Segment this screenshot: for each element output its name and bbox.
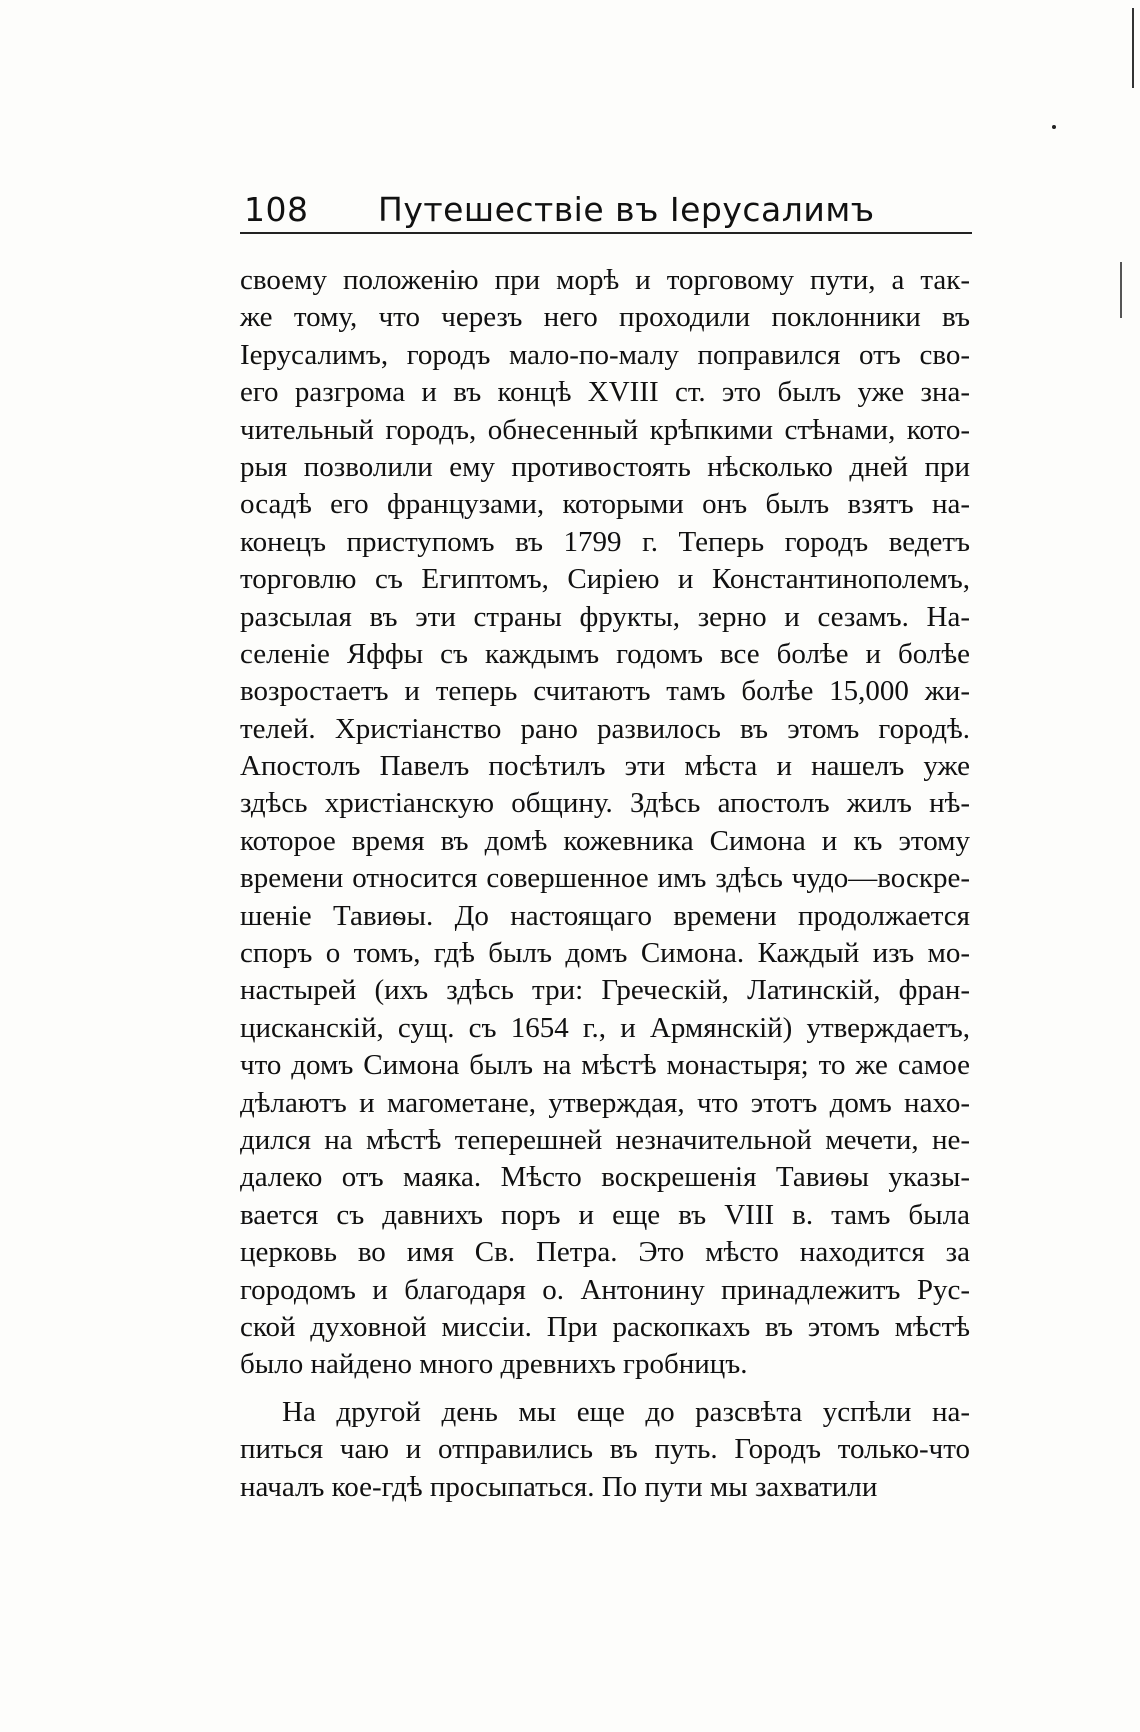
text-line: селеніе Яффы съ каждымъ годомъ все болѣе и болѣе [240, 637, 970, 670]
text-line: шеніе Тавиѳы. До настоящаго времени продолжается [240, 899, 970, 932]
text-line: которое время въ домѣ кожевника Симона и къ этому [240, 824, 970, 857]
text-line: На другой день мы еще до разсвѣта успѣли на- [282, 1395, 970, 1428]
text-line: чительный городъ, обнесенный крѣпкими стѣнами, кото- [240, 413, 970, 446]
text-line: телей. Христіанство рано развилось въ этомъ городѣ. [240, 712, 970, 745]
text-line: же тому, что черезъ него проходили поклонники въ [240, 301, 970, 334]
text-line: ской духовной миссіи. При раскопкахъ въ этомъ мѣстѣ [240, 1310, 970, 1343]
text-line: началъ кое-гдѣ просыпаться. По пути мы захватили [240, 1470, 878, 1503]
text-line: времени относится совершенное имъ здѣсь чудо—воскре- [240, 862, 970, 895]
text-line: конецъ приступомъ въ 1799 г. Теперь городъ ведетъ [240, 525, 970, 558]
header-rule [240, 232, 972, 234]
paragraph [240, 1394, 970, 1506]
text-line: городомъ и благодаря о. Антонину принадлежитъ Рус- [240, 1273, 970, 1306]
text-line: Апостолъ Павелъ посѣтилъ эти мѣста и нашелъ уже [240, 750, 970, 783]
text-line: дѣлаютъ и магометане, утверждая, что этотъ домъ нахо- [240, 1086, 970, 1119]
paragraph-gap [240, 1384, 970, 1394]
text-line: было найдено много древнихъ гробницъ. [240, 1348, 748, 1381]
text-line: церковь во имя Св. Петра. Это мѣсто находится за [240, 1236, 970, 1269]
text-line: что домъ Симона былъ на мѣстѣ монастыря; то же самое [240, 1049, 970, 1082]
scan-speck [1052, 125, 1056, 129]
text-line: споръ о томъ, гдѣ былъ домъ Симона. Каждый изъ мо- [240, 937, 970, 970]
text-line: здѣсь христіанскую общину. Здѣсь апостолъ жилъ нѣ- [240, 787, 970, 820]
text-line: Іерусалимъ, городъ мало-по-малу поправился отъ сво- [240, 338, 970, 371]
text-line: рыя позволили ему противостоять нѣсколько дней при [240, 450, 970, 483]
page-number: 108 [244, 190, 309, 229]
page-header [240, 182, 972, 234]
text-line: возростаетъ и теперь считаютъ тамъ болѣе 15,000 жи- [240, 675, 970, 708]
text-line: настырей (ихъ здѣсь три: Греческій, Латинскій, фран- [240, 974, 970, 1007]
paragraph [240, 262, 970, 1384]
text-line: осадѣ его французами, которыми онъ былъ взятъ на- [240, 488, 970, 521]
text-line: питься чаю и отправились въ путь. Городъ только-что [240, 1433, 970, 1466]
body-text [240, 262, 970, 1506]
text-line: дился на мѣстѣ теперешней незначительной мечети, не- [240, 1123, 970, 1156]
scan-edge-mark [1132, 8, 1134, 88]
text-line: своему положенію при морѣ и торговому пути, а так- [240, 264, 970, 296]
running-title: Путешествіе въ Іерусалимъ [378, 190, 875, 229]
text-line: цисканскій, сущ. съ 1654 г., и Армянскій) утверждаетъ, [240, 1011, 970, 1044]
scan-edge-mark-lower [1120, 262, 1122, 318]
text-line: его разгрома и въ концѣ XVIII ст. это былъ уже зна- [240, 376, 970, 409]
text-line: вается съ давнихъ поръ и еще въ VIII в. тамъ была [240, 1198, 970, 1231]
text-line: торговлю съ Египтомъ, Сиріею и Константинополемъ, [240, 563, 970, 596]
text-line: разсылая въ эти страны фрукты, зерно и сезамъ. На- [240, 600, 970, 633]
text-line: далеко отъ маяка. Мѣсто воскрешенія Тавиѳы указы- [240, 1161, 970, 1194]
